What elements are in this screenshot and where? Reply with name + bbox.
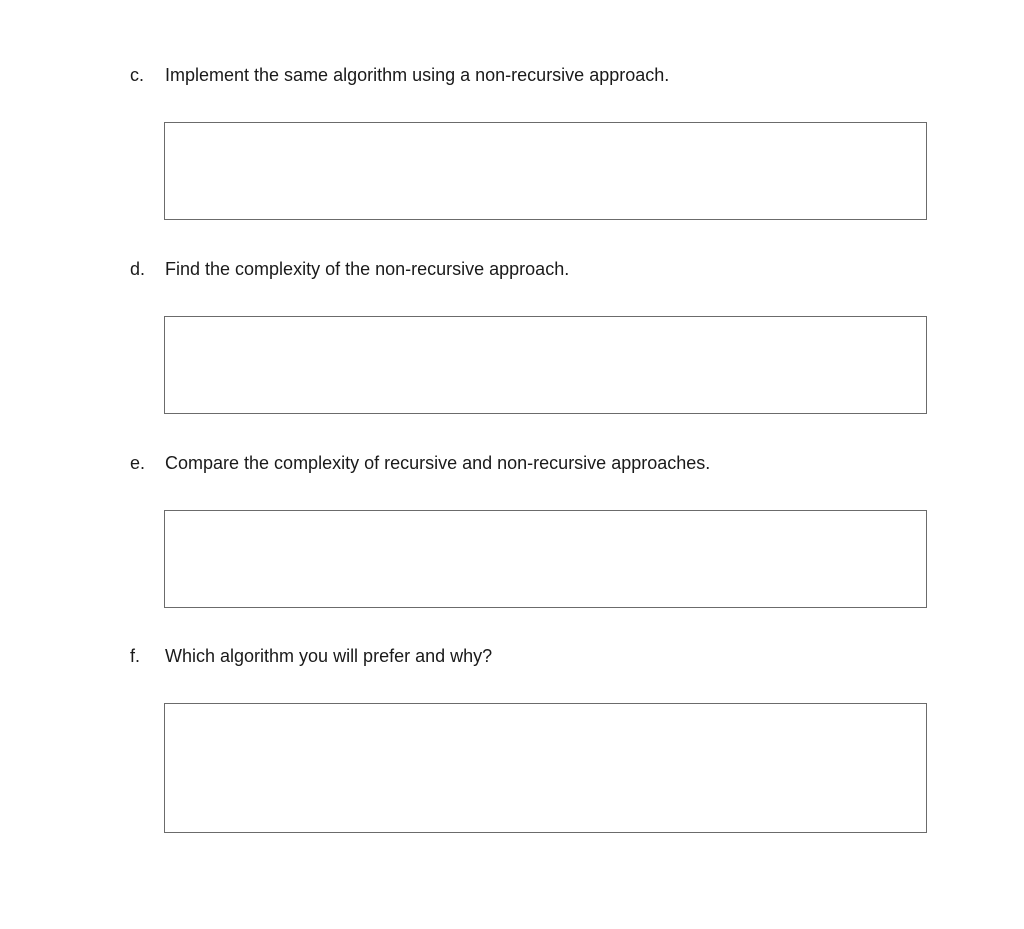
- question-d: [0, 257, 1024, 281]
- question-letter: e.: [130, 453, 146, 473]
- question-text: Find the complexity of the non-recursive approach.: [165, 259, 570, 279]
- answer-box-d[interactable]: [164, 316, 927, 414]
- question-text: Which algorithm you will prefer and why?: [165, 646, 493, 666]
- question-letter: d.: [130, 259, 146, 279]
- question-e: [0, 451, 1024, 475]
- question-text: Implement the same algorithm using a non-recursive approach.: [165, 65, 670, 85]
- answer-box-c[interactable]: [164, 122, 927, 220]
- question-f: [0, 644, 1024, 668]
- answer-box-f[interactable]: [164, 703, 927, 833]
- answer-box-e[interactable]: [164, 510, 927, 608]
- question-letter: f.: [130, 646, 141, 666]
- question-c: [0, 63, 1024, 87]
- question-text: Compare the complexity of recursive and non-recursive approaches.: [165, 453, 711, 473]
- question-letter: c.: [130, 65, 145, 85]
